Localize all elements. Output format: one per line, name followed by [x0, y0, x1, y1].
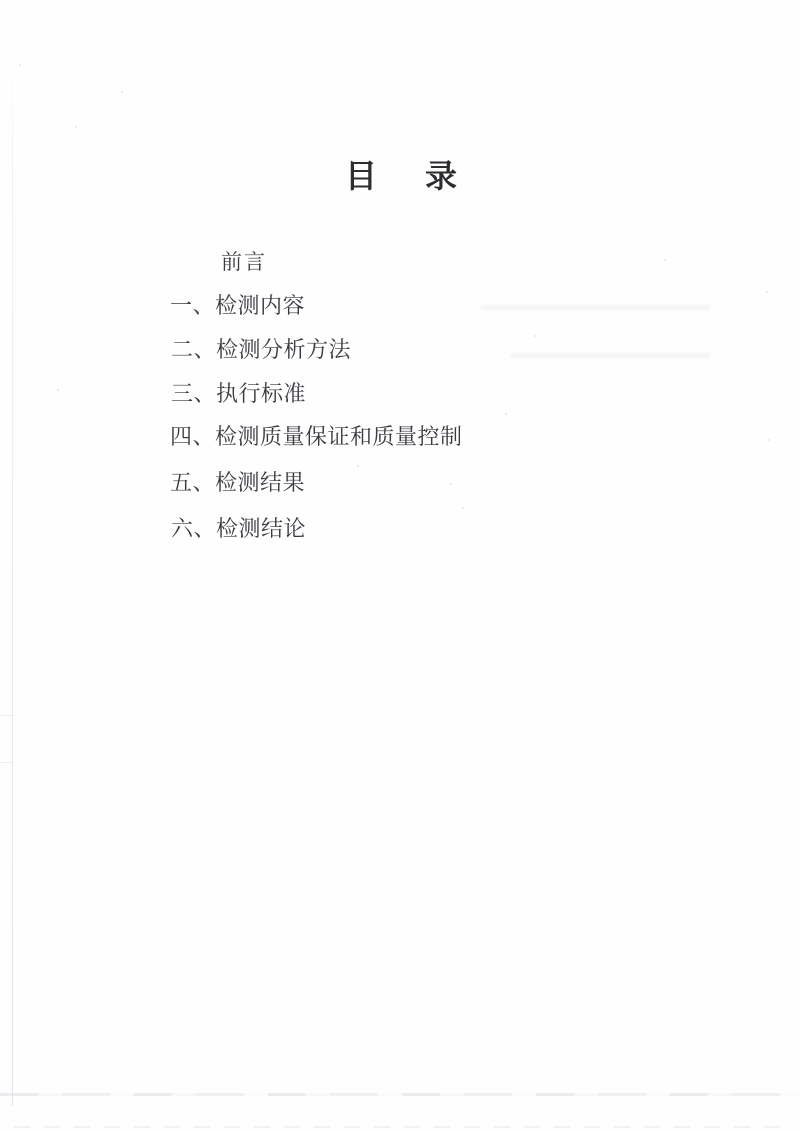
toc-title: 目 录	[345, 158, 466, 194]
scan-noise-speck	[357, 465, 359, 467]
toc-item-4: 四、检测质量保证和质量控制	[170, 424, 463, 449]
scan-noise-speck	[450, 483, 452, 485]
scan-edge-line-vertical	[12, 58, 13, 1106]
scan-noise-speck	[57, 389, 59, 391]
scan-noise-speck	[505, 413, 507, 415]
scan-edge-line-horizontal	[0, 1093, 800, 1096]
scan-bottom-noise	[14, 1126, 794, 1128]
scan-edge-tick	[0, 715, 14, 716]
scan-noise-speck	[75, 126, 77, 128]
toc-preface: 前言	[221, 250, 267, 274]
scan-noise-speck	[462, 507, 464, 509]
scan-ghosting-smudge	[480, 305, 710, 310]
toc-item-5: 五、检测结果	[170, 470, 306, 495]
scan-noise-speck	[534, 335, 536, 337]
scan-noise-speck	[121, 91, 123, 93]
toc-item-3: 三、执行标准	[171, 381, 307, 406]
toc-item-1: 一、检测内容	[170, 293, 306, 318]
scan-ghosting-smudge	[510, 353, 710, 358]
scan-noise-speck	[664, 259, 666, 261]
scan-noise-speck	[766, 291, 768, 293]
scan-noise-speck	[768, 439, 770, 441]
scan-edge-tick	[0, 762, 14, 763]
scan-noise-speck	[19, 64, 21, 66]
toc-item-6: 六、检测结论	[171, 516, 307, 541]
toc-item-2: 二、检测分析方法	[171, 337, 352, 362]
